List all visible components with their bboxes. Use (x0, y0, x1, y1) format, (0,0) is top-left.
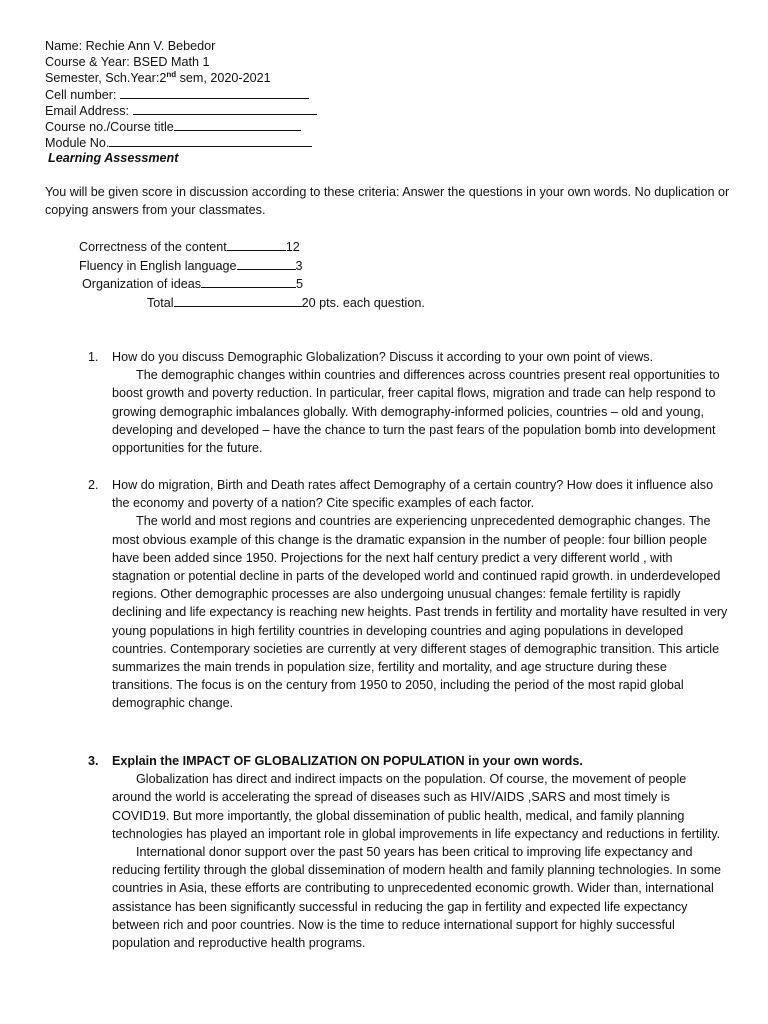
question-text: Explain the IMPACT OF GLOBALIZATION ON POPULATION in your own words. (112, 754, 583, 768)
module-line: Module No. (45, 134, 317, 150)
question-number: 2. (88, 478, 99, 492)
answer-paragraph: International donor support over the past 50 years has been critical to improving life expectancy and reducing fertility through the global dissemination of modern health and family planning technologies. In some countries in Asia, these efforts are contributing to unprecedented economic growth. Wider than, international assistance has been significantly successful in reducing the gap in fertility and expected life expectancy between rich and poor countries. Now is the time to reduce international support for highly successful population and reproductive health programs. (112, 845, 722, 951)
email-blank (133, 102, 317, 115)
question-block (88, 752, 728, 952)
instructions: You will be given score in discussion according to these criteria: Answer the questions in your own words. No duplication or copying answers from your classmates. (45, 185, 730, 218)
question-number: 3. (88, 754, 99, 768)
course-title-line: Course no./Course title (45, 118, 317, 134)
question-block (88, 476, 728, 713)
answer-paragraph: The demographic changes within countries and differences across countries present real opportunities to boost growth and poverty reduction. In particular, freer capital flows, migration and trade can help respond to growing demographic imbalances globally. With demography-informed policies, countries – old and young, developing and developed – have the chance to turn the past fears of the population bomb into development opportunities for the future. (112, 368, 720, 456)
criterion-row: Fluency in English language 3 (79, 258, 303, 273)
cell-number-blank (120, 86, 309, 99)
criterion-total-row: Total 20 pts. each question. (147, 295, 425, 310)
criterion-row: Correctness of the content 12 (79, 240, 300, 254)
question-text: How do migration, Birth and Death rates affect Demography of a certain country? How does it influence also the economy and poverty of a nation? Cite specific examples of each factor. (112, 478, 714, 511)
cell-number-line: Cell number: (45, 86, 317, 102)
criterion-row: Organization of ideas 5 (82, 277, 304, 291)
question-number: 1. (88, 350, 99, 364)
answer-paragraph: Globalization has direct and indirect impacts on the population. Of course, the movement of people around the world is accelerating the spread of diseases such as HIV/AIDS ,SARS and most timely is COVID19. But more importantly, the global dissemination of public health, medical, and family planning technologies has played an important role in global improvements in life expectancy and reductions in fertility. (112, 772, 721, 841)
semester-line: Semester, Sch.Year:2nd sem, 2020-2021 (45, 69, 271, 85)
student-name: Name: Rechie Ann V. Bebedor (45, 39, 216, 53)
module-blank (109, 134, 312, 147)
course-year: Course & Year: BSED Math 1 (45, 55, 210, 69)
scoring-criteria (79, 238, 425, 312)
question-block (88, 348, 728, 457)
question-text: How do you discuss Demographic Globalization? Discuss it according to your own point of views. (112, 350, 654, 364)
course-title-blank (174, 118, 301, 131)
email-line: Email Address: (45, 102, 317, 118)
answer-paragraph: The world and most regions and countries are experiencing unprecedented demographic changes. The most obvious example of this change is the dramatic expansion in the number of people: four billion people have been added since 1950. Projections for the next half century predict a very different world , with stagnation or potential decline in parts of the developed world and continued rapid growth. in underdeveloped regions. Other demographic processes are also undergoing unusual changes: female fertility is rapidly declining and life expectancy is reaching new heights. Past trends in fertility and mortality have resulted in very young populations in high fertility countries in developing countries and aging populations in developed countries. Contemporary societies are currently at very different stages of demographic transition. This article summarizes the main trends in population size, fertility and mortality, and age structure during these transitions. The focus is on the century from 1950 to 2050, including the period of the most rapid global demographic change. (112, 514, 728, 711)
student-info-header (45, 38, 317, 166)
learning-assessment-heading: Learning Assessment (48, 151, 179, 165)
